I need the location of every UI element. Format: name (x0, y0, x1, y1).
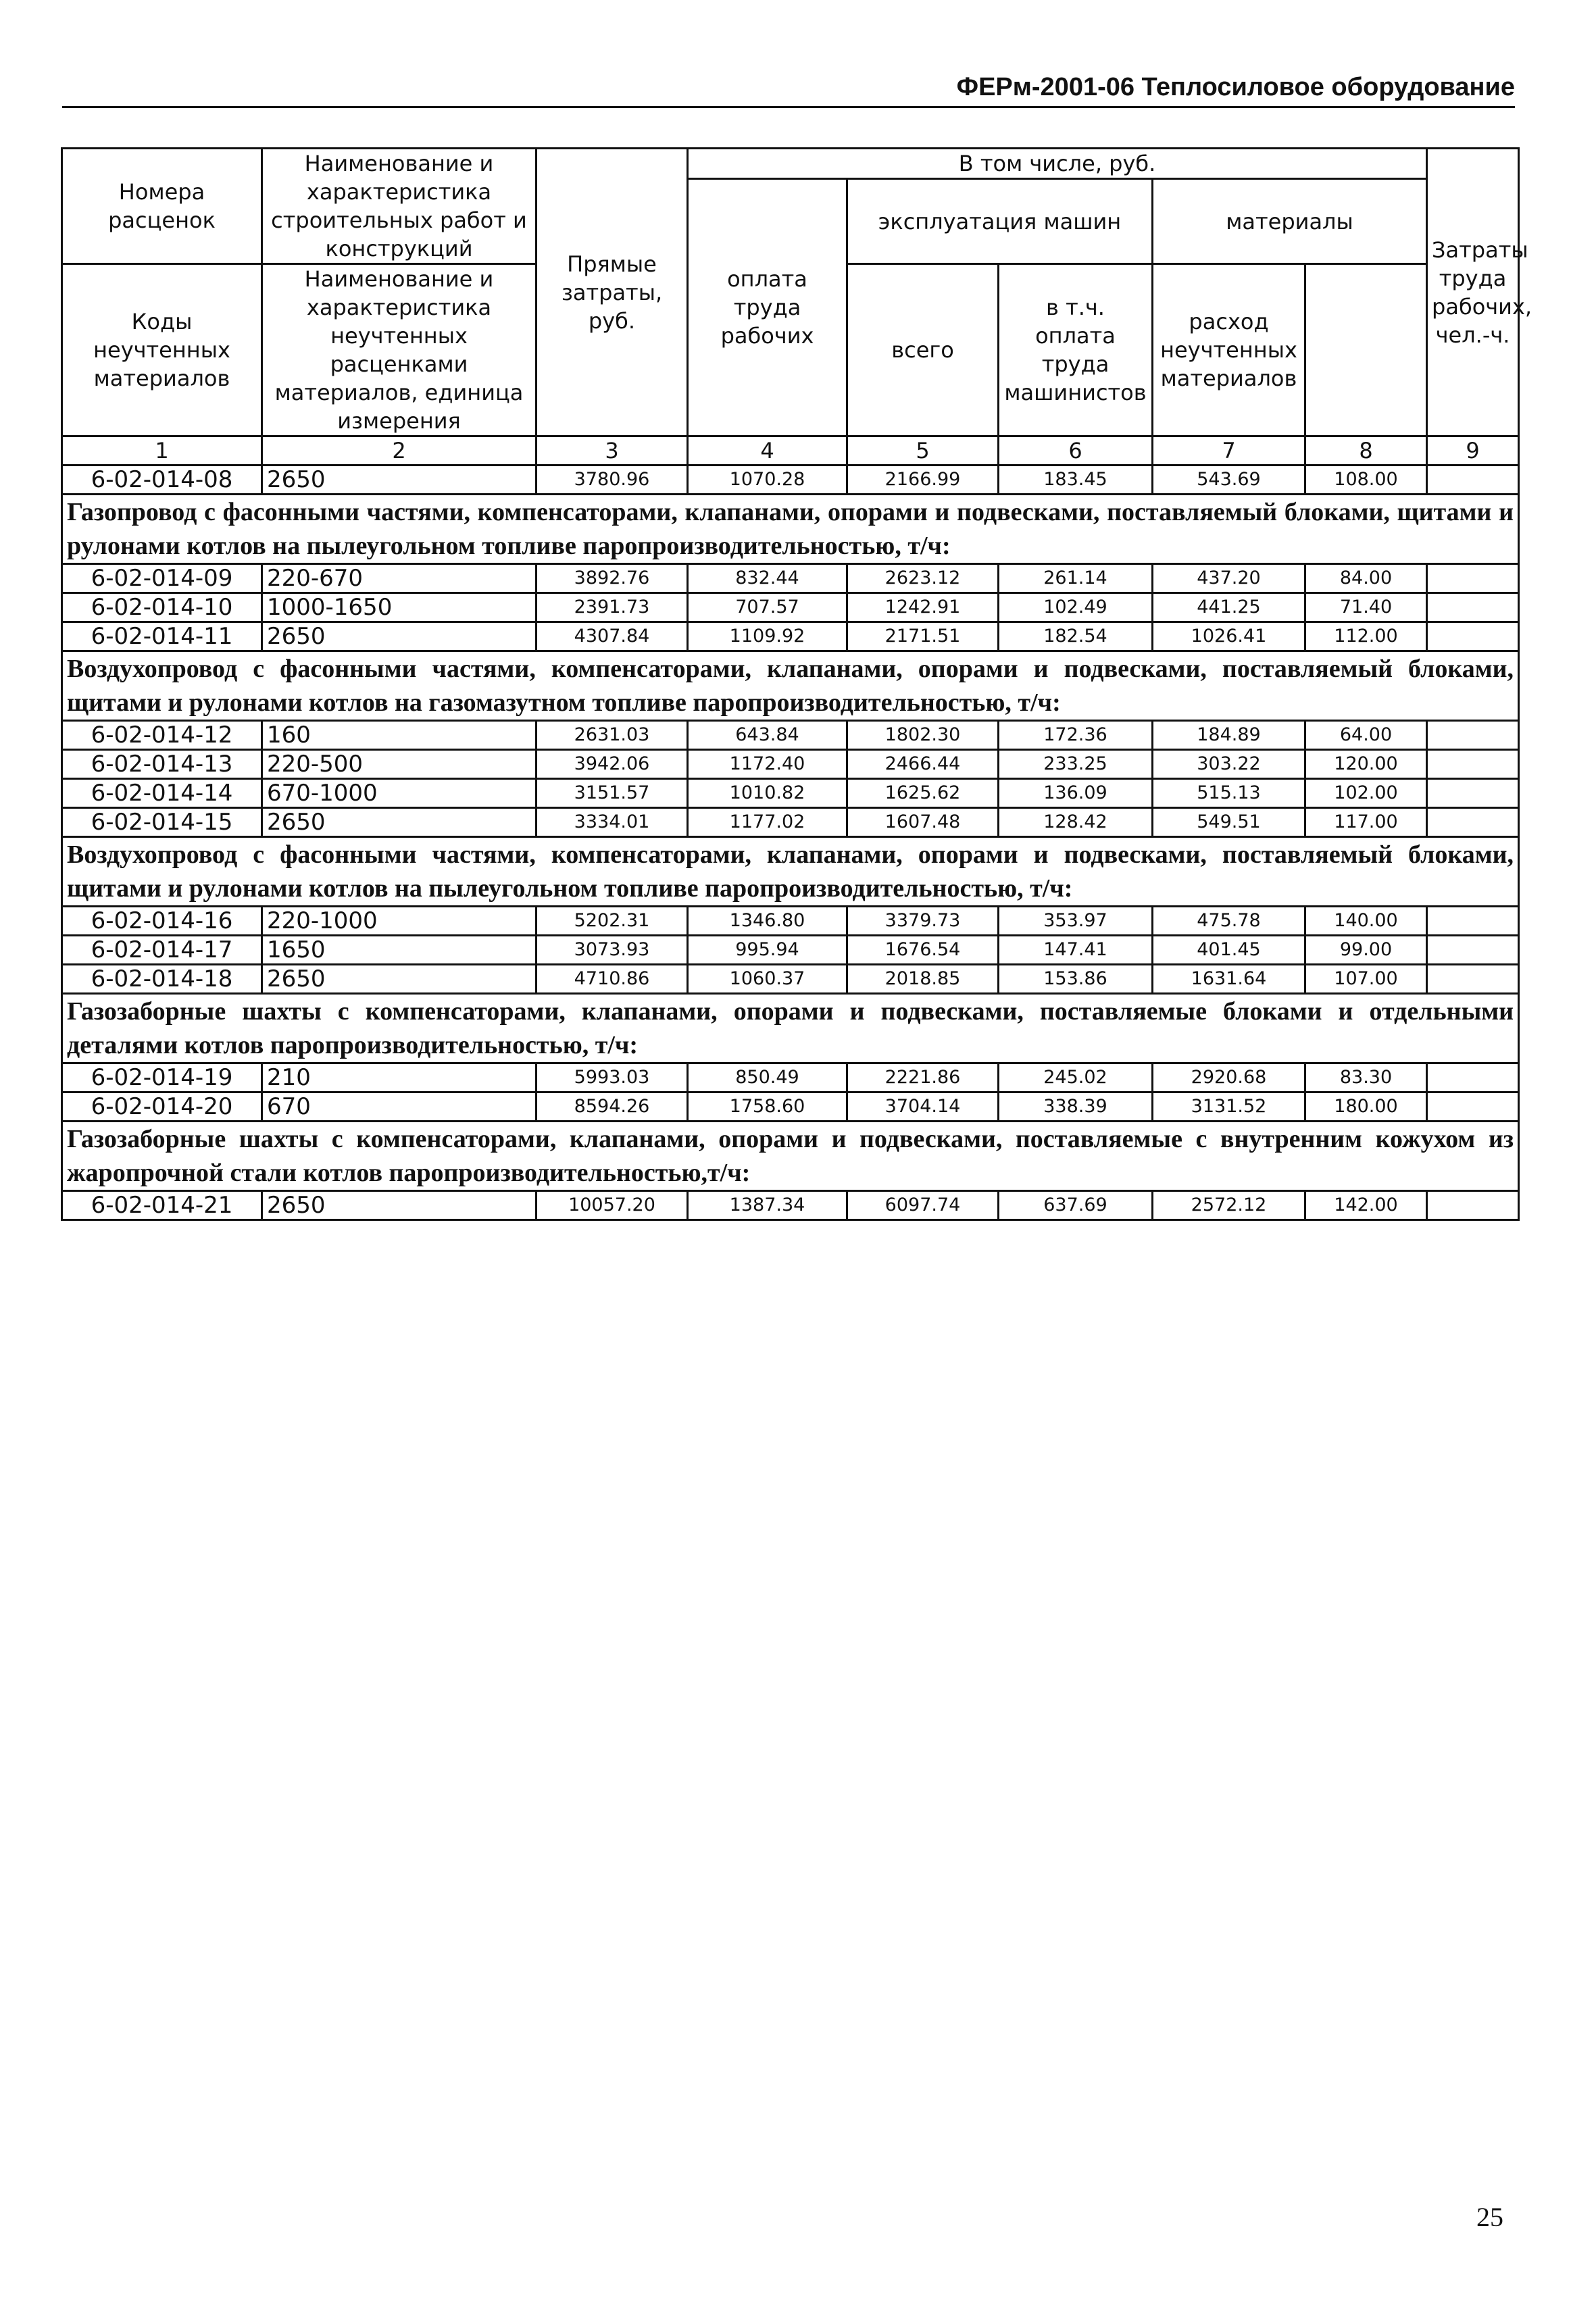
rate-value: 3334.01 (537, 808, 688, 837)
rate-name: 670-1000 (262, 779, 537, 808)
rate-value: 2572.12 (1153, 1191, 1305, 1220)
rate-value: 2466.44 (847, 750, 999, 779)
rate-name: 220-1000 (262, 907, 537, 936)
rate-value: 6097.74 (847, 1191, 999, 1220)
rate-code: 6-02-014-14 (62, 779, 262, 808)
rate-value: 643.84 (688, 721, 847, 750)
rate-value: 180.00 (1305, 1092, 1427, 1122)
rate-code: 6-02-014-16 (62, 907, 262, 936)
rate-value: 3704.14 (847, 1092, 999, 1122)
rate-value: 832.44 (688, 564, 847, 593)
rate-name: 220-500 (262, 750, 537, 779)
rate-name: 2650 (262, 965, 537, 994)
table-row (62, 564, 1519, 593)
rate-value: 128.42 (999, 808, 1153, 837)
rate-value: 245.02 (999, 1063, 1153, 1092)
section-title: Газопровод с фасонными частями, компенсаторами, клапанами, опорами и подвесками, поставляемый блоками, щитами и рулонами котлов на пылеугольном топливе паропроизводительностью, т/ч: (62, 495, 1519, 564)
rate-value: 515.13 (1153, 779, 1305, 808)
rate-value: 2171.51 (847, 622, 999, 651)
rate-value: 353.97 (999, 907, 1153, 936)
table-row (62, 750, 1519, 779)
rate-value: 183.45 (999, 466, 1153, 495)
table-row (62, 721, 1519, 750)
rate-value: 338.39 (999, 1092, 1153, 1122)
rate-name: 2650 (262, 1191, 537, 1220)
header-labor-costs: Затраты труда рабочих, чел.-ч. (1427, 149, 1519, 436)
rate-value: 84.00 (1305, 564, 1427, 593)
rate-code: 6-02-014-13 (62, 750, 262, 779)
rate-name: 2650 (262, 466, 537, 495)
rate-name: 220-670 (262, 564, 537, 593)
rate-value: 4710.86 (537, 965, 688, 994)
rate-code: 6-02-014-15 (62, 808, 262, 837)
rate-code: 6-02-014-11 (62, 622, 262, 651)
rate-value: 3379.73 (847, 907, 999, 936)
rate-name: 160 (262, 721, 537, 750)
rate-value: 1070.28 (688, 466, 847, 495)
header-material-use: расход неучтенных материалов (1153, 264, 1305, 436)
rate-value: 99.00 (1305, 936, 1427, 965)
column-number: 8 (1305, 436, 1427, 466)
rate-value (1427, 593, 1519, 622)
header-materials: материалы (1153, 179, 1427, 264)
header-rate-numbers: Номера расценок (62, 149, 262, 264)
rate-value: 2166.99 (847, 466, 999, 495)
rate-value: 8594.26 (537, 1092, 688, 1122)
rate-name: 1000-1650 (262, 593, 537, 622)
rate-value: 1172.40 (688, 750, 847, 779)
rate-value: 2623.12 (847, 564, 999, 593)
rate-value: 107.00 (1305, 965, 1427, 994)
rate-value: 112.00 (1305, 622, 1427, 651)
page-number: 25 (1476, 2202, 1503, 2232)
rate-value: 3892.76 (537, 564, 688, 593)
column-number: 1 (62, 436, 262, 466)
column-number: 3 (537, 436, 688, 466)
rate-value: 1758.60 (688, 1092, 847, 1122)
rate-code: 6-02-014-19 (62, 1063, 262, 1092)
header-including: В том числе, руб. (688, 149, 1427, 179)
rate-value: 2018.85 (847, 965, 999, 994)
rate-value: 83.30 (1305, 1063, 1427, 1092)
rate-value: 1109.92 (688, 622, 847, 651)
rate-value: 1625.62 (847, 779, 999, 808)
rate-value (1427, 936, 1519, 965)
rate-value: 172.36 (999, 721, 1153, 750)
rate-value: 10057.20 (537, 1191, 688, 1220)
column-number: 4 (688, 436, 847, 466)
rate-value: 1631.64 (1153, 965, 1305, 994)
rate-value: 303.22 (1153, 750, 1305, 779)
rate-value: 437.20 (1153, 564, 1305, 593)
rate-code: 6-02-014-20 (62, 1092, 262, 1122)
header-name-work: Наименование и характеристика строительных работ и конструкций (262, 149, 537, 264)
rate-value: 184.89 (1153, 721, 1305, 750)
rate-value (1427, 1191, 1519, 1220)
table-row (62, 593, 1519, 622)
rate-value: 136.09 (999, 779, 1153, 808)
rate-value (1427, 779, 1519, 808)
table-row (62, 779, 1519, 808)
table-row (62, 622, 1519, 651)
rate-code: 6-02-014-17 (62, 936, 262, 965)
rate-value: 1177.02 (688, 808, 847, 837)
table-row (62, 1063, 1519, 1092)
column-number: 5 (847, 436, 999, 466)
rate-value: 117.00 (1305, 808, 1427, 837)
rates-table (61, 147, 1532, 1221)
rate-value: 1060.37 (688, 965, 847, 994)
section-title: Воздухопровод с фасонными частями, компенсаторами, клапанами, опорами и подвесками, поставляемый блоками, щитами и рулонами котлов на газомазутном топливе паропроизводительностью, т/ч: (62, 651, 1519, 721)
section-title: Газозаборные шахты с компенсаторами, клапанами, опорами и подвесками, поставляемые с внутренним кожухом из жаропрочной стали котлов паропроизводительностью,т/ч: (62, 1122, 1519, 1191)
rate-code: 6-02-014-08 (62, 466, 262, 495)
section-title: Газозаборные шахты с компенсаторами, клапанами, опорами и подвесками, поставляемые блоками и отдельными деталями котлов паропроизводительностью, т/ч: (62, 994, 1519, 1063)
rate-value: 637.69 (999, 1191, 1153, 1220)
rate-value: 5202.31 (537, 907, 688, 936)
rate-value: 5993.03 (537, 1063, 688, 1092)
column-number: 6 (999, 436, 1153, 466)
rate-value: 1387.34 (688, 1191, 847, 1220)
rate-value: 2221.86 (847, 1063, 999, 1092)
header-machine-operation: эксплуатация машин (847, 179, 1153, 264)
rate-name: 2650 (262, 622, 537, 651)
rate-value (1427, 564, 1519, 593)
rate-value: 102.00 (1305, 779, 1427, 808)
rate-value: 1802.30 (847, 721, 999, 750)
header-material-codes: Коды неучтенных материалов (62, 264, 262, 436)
rate-code: 6-02-014-09 (62, 564, 262, 593)
rate-value: 1010.82 (688, 779, 847, 808)
rate-value: 142.00 (1305, 1191, 1427, 1220)
table-row (62, 466, 1519, 495)
rate-value: 3151.57 (537, 779, 688, 808)
rate-value (1427, 622, 1519, 651)
rate-code: 6-02-014-10 (62, 593, 262, 622)
rate-value: 475.78 (1153, 907, 1305, 936)
rate-value (1427, 808, 1519, 837)
rate-value (1427, 466, 1519, 495)
table-row (62, 1092, 1519, 1122)
column-number: 9 (1427, 436, 1519, 466)
column-number: 2 (262, 436, 537, 466)
rate-value: 3942.06 (537, 750, 688, 779)
rate-code: 6-02-014-18 (62, 965, 262, 994)
header-machinist-pay: в т.ч. оплата труда машинистов (999, 264, 1153, 436)
header-name-materials: Наименование и характеристика неучтенных расценками материалов, единица измерения (262, 264, 537, 436)
table-row (62, 907, 1519, 936)
rate-value: 1242.91 (847, 593, 999, 622)
rate-value: 153.86 (999, 965, 1153, 994)
rate-name: 1650 (262, 936, 537, 965)
rate-code: 6-02-014-12 (62, 721, 262, 750)
rate-value: 543.69 (1153, 466, 1305, 495)
rate-value: 3131.52 (1153, 1092, 1305, 1122)
rate-name: 670 (262, 1092, 537, 1122)
rate-value: 71.40 (1305, 593, 1427, 622)
column-number: 7 (1153, 436, 1305, 466)
rate-value: 3780.96 (537, 466, 688, 495)
rate-value: 2631.03 (537, 721, 688, 750)
rate-value: 120.00 (1305, 750, 1427, 779)
rate-value (1427, 907, 1519, 936)
rate-value: 140.00 (1305, 907, 1427, 936)
rate-value: 2391.73 (537, 593, 688, 622)
rate-value: 3073.93 (537, 936, 688, 965)
rate-value: 261.14 (999, 564, 1153, 593)
rate-value: 1026.41 (1153, 622, 1305, 651)
header-direct-costs: Прямые затраты, руб. (537, 149, 688, 436)
rate-value: 401.45 (1153, 936, 1305, 965)
rate-value (1427, 721, 1519, 750)
rate-value (1427, 965, 1519, 994)
table-row (62, 1191, 1519, 1220)
rate-value: 441.25 (1153, 593, 1305, 622)
rate-name: 2650 (262, 808, 537, 837)
header-total: всего (847, 264, 999, 436)
rate-value: 182.54 (999, 622, 1153, 651)
rate-value: 102.49 (999, 593, 1153, 622)
section-title: Воздухопровод с фасонными частями, компенсаторами, клапанами, опорами и подвесками, поставляемый блоками, щитами и рулонами котлов на пылеугольном топливе паропроизводительностью, т/ч: (62, 837, 1519, 907)
rate-name: 210 (262, 1063, 537, 1092)
rate-value: 995.94 (688, 936, 847, 965)
header-worker-pay: оплата труда рабочих (688, 179, 847, 436)
rate-value: 850.49 (688, 1063, 847, 1092)
rate-value: 2920.68 (1153, 1063, 1305, 1092)
rate-code: 6-02-014-21 (62, 1191, 262, 1220)
rate-value: 707.57 (688, 593, 847, 622)
rate-value: 1607.48 (847, 808, 999, 837)
rate-value (1427, 1092, 1519, 1122)
rate-value (1427, 1063, 1519, 1092)
rate-value: 4307.84 (537, 622, 688, 651)
rate-value: 147.41 (999, 936, 1153, 965)
page-header: ФЕРм-2001-06 Теплосиловое оборудование (62, 73, 1515, 108)
rate-value: 1346.80 (688, 907, 847, 936)
rate-value: 64.00 (1305, 721, 1427, 750)
rate-value: 233.25 (999, 750, 1153, 779)
rate-value: 549.51 (1153, 808, 1305, 837)
rate-value: 108.00 (1305, 466, 1427, 495)
table-row (62, 936, 1519, 965)
table-row (62, 965, 1519, 994)
rate-value: 1676.54 (847, 936, 999, 965)
table-row (62, 808, 1519, 837)
rate-value (1427, 750, 1519, 779)
